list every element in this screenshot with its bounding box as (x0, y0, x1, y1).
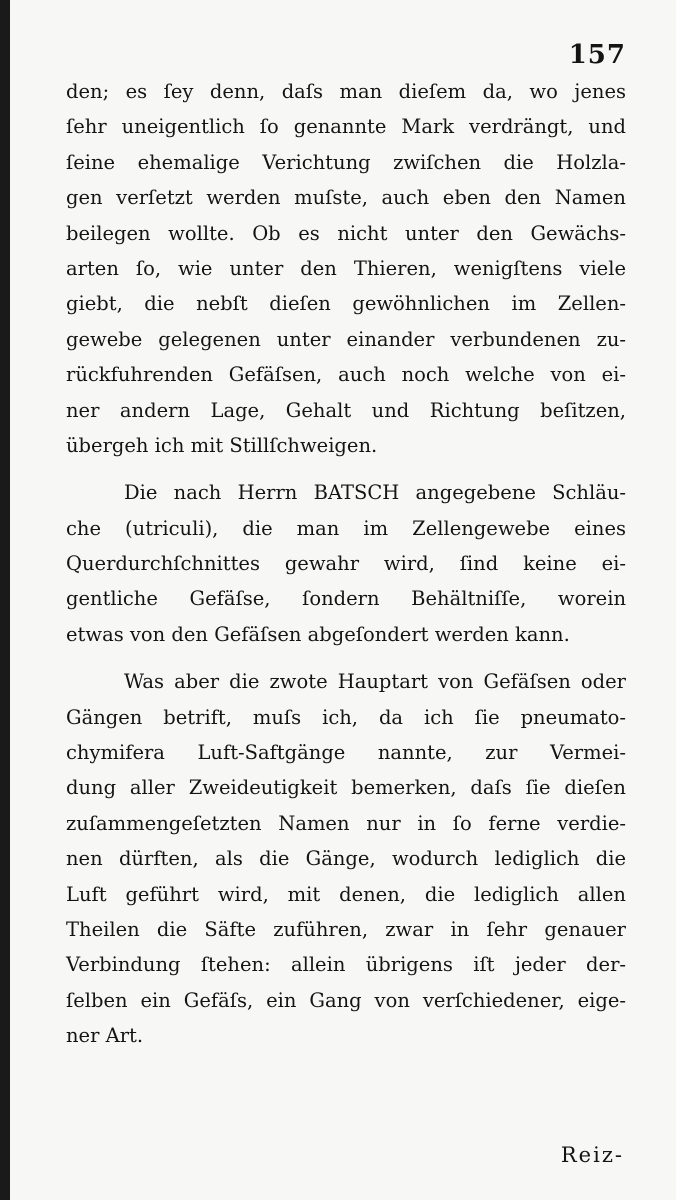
text-line: übergeh ich mit Stillſchweigen. (66, 433, 378, 457)
text-line: che (utriculi), die man im Zellengewebe eines (66, 516, 626, 540)
paragraph-2 (66, 475, 626, 652)
text-line: zuſammengeſetzten Namen nur in ſo ferne verdie- (66, 811, 626, 835)
text-line: chymifera Luft-Saftgänge nannte, zur Vermei- (66, 741, 626, 765)
text-line: Luft geführt wird, mit denen, die lediglich allen (66, 882, 626, 906)
text-line: ſelben ein Gefäſs, ein Gang von verſchiedener, eige- (66, 988, 626, 1012)
body-text (66, 74, 626, 1054)
paragraph-1 (66, 74, 626, 463)
text-line: Theilen die Säfte zuführen, zwar in ſehr genauer (66, 917, 626, 941)
text-line: nen dürften, als die Gänge, wodurch lediglich die (66, 847, 626, 871)
text-line: dung aller Zweideutigkeit bemerken, daſs ſie dieſen (66, 776, 626, 800)
text-line: Die nach Herrn BATSCH angegebene Schläu- (124, 481, 626, 505)
page-number: 157 (568, 40, 626, 70)
text-line: ſehr uneigentlich ſo genannte Mark verdrängt, und (66, 115, 626, 139)
text-line: ner Art. (66, 1024, 144, 1048)
text-line: ner andern Lage, Gehalt und Richtung beſitzen, (66, 398, 626, 422)
text-line: gewebe gelegenen unter einander verbundenen zu- (66, 327, 626, 351)
text-line: Gängen betrift, muſs ich, da ich ſie pneumato- (66, 705, 626, 729)
text-line: den; es ſey denn, daſs man dieſem da, wo jenes (66, 80, 626, 103)
text-line: gentliche Gefäſse, ſondern Behältniſſe, worein (66, 587, 626, 611)
text-line: Was aber die zwote Hauptart von Gefäſsen oder (124, 670, 626, 694)
text-line: beilegen wollte. Ob es nicht unter den Gewächs- (66, 221, 626, 245)
page-edge-shadow (0, 0, 10, 1200)
text-line: Querdurchſchnittes gewahr wird, ſind keine ei- (66, 552, 626, 576)
text-line: rückfuhrenden Gefäſsen, auch noch welche von ei- (66, 363, 626, 387)
text-line: etwas von den Gefäſsen abgeſondert werden kann. (66, 622, 570, 646)
catchword: Reiz- (560, 1143, 624, 1167)
text-line: arten ſo, wie unter den Thieren, wenigſtens viele (66, 256, 626, 280)
text-line: ſeine ehemalige Verichtung zwiſchen die Holzla- (66, 150, 626, 174)
text-line: giebt, die nebſt dieſen gewöhnlichen im Zellen- (66, 292, 626, 316)
paragraph-3 (66, 664, 626, 1053)
text-line: gen verſetzt werden muſste, auch eben den Namen (66, 186, 626, 210)
text-line: Verbindung ſtehen: allein übrigens iſt jeder der- (66, 953, 626, 977)
